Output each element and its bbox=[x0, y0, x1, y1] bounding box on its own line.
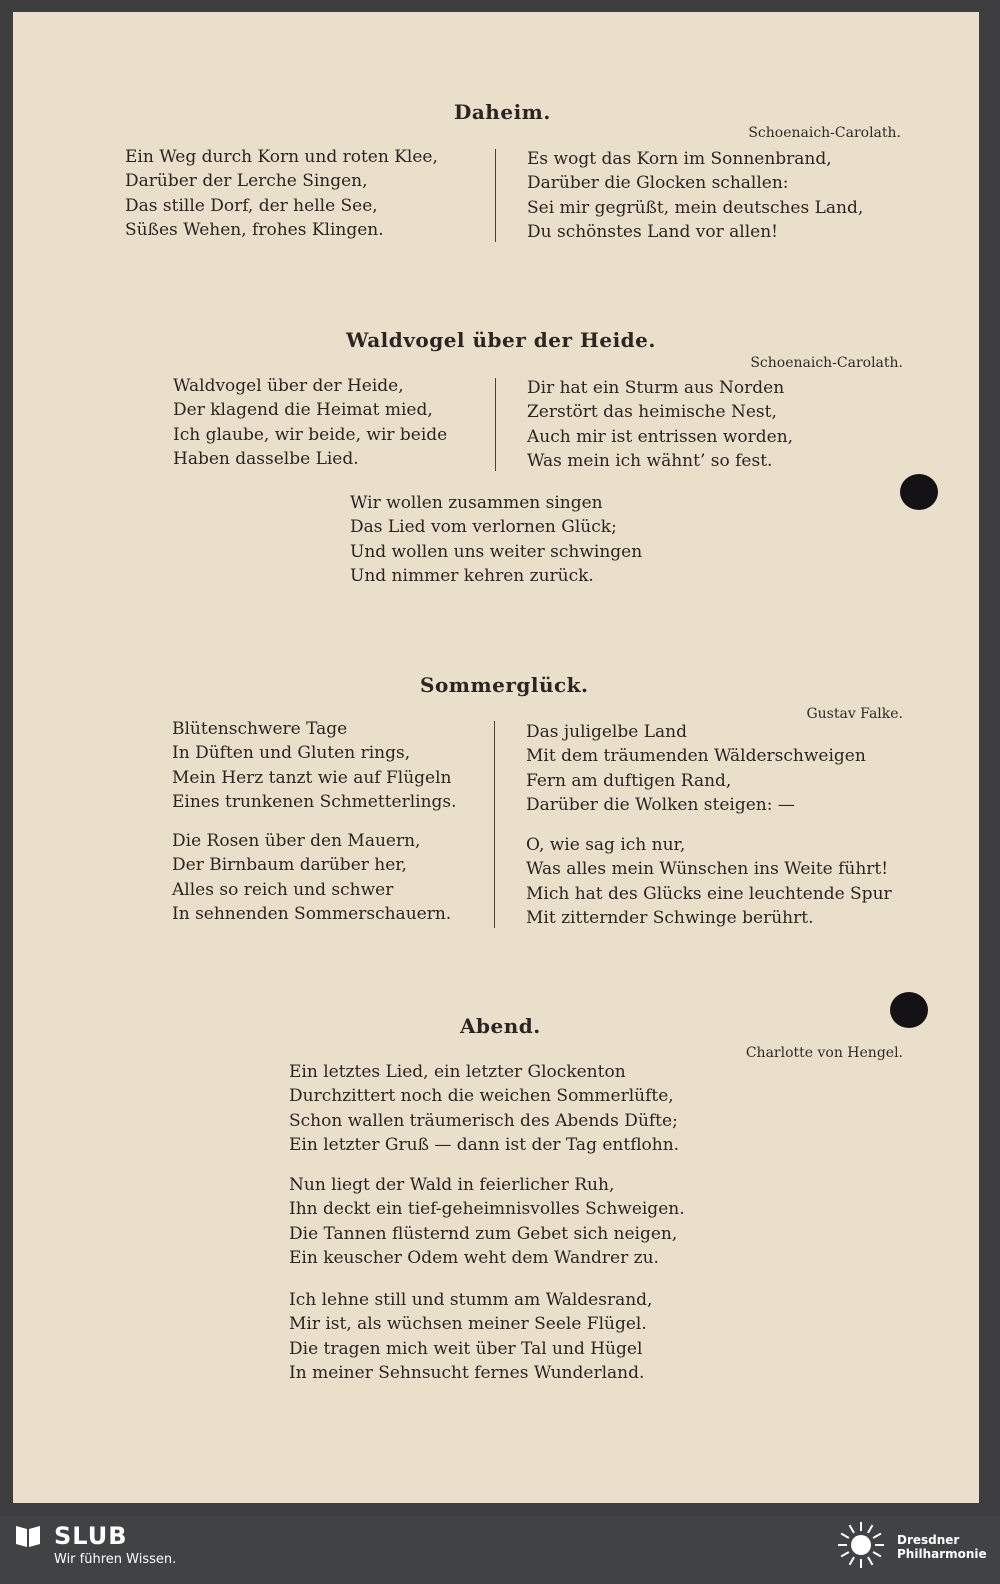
poem-author-daheim: Schoenaich-Carolath. bbox=[748, 125, 901, 141]
verse-line: Auch mir ist entrissen worden, bbox=[527, 426, 794, 447]
library-name[interactable]: SLUB bbox=[54, 1522, 128, 1550]
verse-line: In meiner Sehnsucht fernes Wunderland. bbox=[289, 1363, 645, 1384]
poem-abend-stanza-2 bbox=[289, 1173, 685, 1271]
verse-line: Die tragen mich weit über Tal und Hügel bbox=[289, 1338, 643, 1359]
poem-sommerglueck-right-stanza-2 bbox=[526, 833, 892, 931]
verse-line: Das juligelbe Land bbox=[526, 722, 687, 742]
verse-line: In sehnenden Sommerschauern. bbox=[172, 904, 452, 925]
verse-line: Das stille Dorf, der helle See, bbox=[125, 195, 378, 216]
poem-daheim-left-stanza bbox=[125, 145, 438, 243]
verse-line: Mit dem träumenden Wälderschweigen bbox=[526, 746, 866, 767]
column-divider bbox=[495, 149, 496, 242]
verse-line: Mir ist, als wüchsen meiner Seele Flügel. bbox=[289, 1314, 647, 1335]
poem-author-sommerglueck: Gustav Falke. bbox=[806, 706, 903, 722]
verse-line: Ein letztes Lied, ein letzter Glockenton bbox=[289, 1062, 626, 1082]
poem-title-daheim: Daheim. bbox=[454, 100, 551, 124]
verse-line: Süßes Wehen, frohes Klingen. bbox=[125, 220, 384, 241]
verse-line: Der Birnbaum darüber her, bbox=[172, 855, 407, 876]
poem-abend-stanza-3 bbox=[289, 1288, 652, 1386]
partner-name[interactable] bbox=[897, 1533, 987, 1561]
verse-line: Der klagend die Heimat mied, bbox=[173, 400, 433, 421]
verse-line: Du schönstes Land vor allen! bbox=[527, 222, 778, 243]
punch-hole bbox=[890, 992, 928, 1028]
verse-line: Ich glaube, wir beide, wir beide bbox=[173, 424, 448, 445]
verse-line: Ich lehne still und stumm am Waldesrand, bbox=[289, 1290, 653, 1310]
verse-line: Was alles mein Wünschen ins Weite führt! bbox=[526, 859, 889, 880]
verse-line: Die Tannen flüsternd zum Gebet sich neigen, bbox=[289, 1223, 678, 1244]
verse-line: Haben dasselbe Lied. bbox=[173, 449, 359, 470]
verse-line: Und nimmer kehren zurück. bbox=[350, 566, 594, 587]
poem-sommerglueck-right-stanza-1 bbox=[526, 720, 866, 818]
verse-line: In Düften und Gluten rings, bbox=[172, 743, 411, 764]
verse-line: Ihn deckt ein tief-geheimnisvolles Schweigen. bbox=[289, 1199, 685, 1220]
verse-line: Alles so reich und schwer bbox=[172, 879, 394, 900]
verse-line: Mit zitternder Schwinge berührt. bbox=[526, 908, 814, 929]
verse-line: Nun liegt der Wald in feierlicher Ruh, bbox=[289, 1175, 615, 1195]
verse-line: Sei mir gegrüßt, mein deutsches Land, bbox=[527, 197, 864, 218]
verse-line: Darüber der Lerche Singen, bbox=[125, 171, 368, 192]
poem-title-sommerglueck: Sommerglück. bbox=[420, 673, 589, 697]
verse-line: Mich hat des Glücks eine leuchtende Spur bbox=[526, 883, 892, 904]
slub-book-icon[interactable] bbox=[14, 1522, 42, 1550]
verse-line: Die Rosen über den Mauern, bbox=[172, 831, 421, 851]
verse-line: Schon wallen träumerisch des Abends Düfte; bbox=[289, 1110, 678, 1131]
partner-name-line2: Philharmonie bbox=[897, 1547, 987, 1561]
philharmonie-sun-icon[interactable] bbox=[836, 1520, 886, 1570]
partner-name-line1: Dresdner bbox=[897, 1533, 960, 1547]
verse-line: Dir hat ein Sturm aus Norden bbox=[527, 378, 785, 398]
document-page bbox=[13, 12, 979, 1503]
poem-daheim-right-stanza bbox=[527, 147, 863, 245]
poem-waldvogel-center-stanza bbox=[350, 491, 642, 589]
poem-author-waldvogel: Schoenaich-Carolath. bbox=[750, 355, 903, 371]
verse-line: Zerstört das heimische Nest, bbox=[527, 402, 777, 423]
verse-line: Was mein ich wähnt’ so fest. bbox=[527, 451, 773, 472]
poem-title-waldvogel: Waldvogel über der Heide. bbox=[346, 328, 656, 352]
verse-line: Waldvogel über der Heide, bbox=[173, 376, 404, 396]
verse-line: Darüber die Glocken schallen: bbox=[527, 173, 789, 194]
poem-author-abend: Charlotte von Hengel. bbox=[745, 1045, 903, 1061]
poem-title-abend: Abend. bbox=[460, 1014, 541, 1038]
poem-waldvogel-left-stanza bbox=[173, 374, 447, 472]
verse-line: Es wogt das Korn im Sonnenbrand, bbox=[527, 149, 832, 169]
verse-line: Darüber die Wolken steigen: — bbox=[526, 795, 795, 816]
verse-line: Und wollen uns weiter schwingen bbox=[350, 541, 643, 562]
verse-line: O, wie sag ich nur, bbox=[526, 835, 686, 855]
verse-line: Wir wollen zusammen singen bbox=[350, 493, 603, 513]
verse-line: Eines trunkenen Schmetterlings. bbox=[172, 792, 457, 813]
poem-waldvogel-right-stanza bbox=[527, 376, 793, 474]
verse-line: Ein keuscher Odem weht dem Wandrer zu. bbox=[289, 1248, 659, 1269]
verse-line: Blütenschwere Tage bbox=[172, 719, 348, 739]
column-divider bbox=[495, 378, 496, 471]
verse-line: Fern am duftigen Rand, bbox=[526, 770, 732, 791]
verse-line: Ein letzter Gruß — dann ist der Tag entflohn. bbox=[289, 1135, 680, 1156]
verse-line: Durchzittert noch die weichen Sommerlüfte, bbox=[289, 1086, 674, 1107]
poem-abend-stanza-1 bbox=[289, 1060, 679, 1158]
verse-line: Ein Weg durch Korn und roten Klee, bbox=[125, 147, 438, 167]
column-divider bbox=[494, 721, 495, 928]
verse-line: Das Lied vom verlornen Glück; bbox=[350, 517, 617, 538]
poem-sommerglueck-left-stanza-1 bbox=[172, 717, 457, 815]
footer-bar bbox=[0, 1516, 1000, 1584]
library-tagline: Wir führen Wissen. bbox=[54, 1552, 177, 1567]
punch-hole bbox=[900, 474, 938, 510]
poem-sommerglueck-left-stanza-2 bbox=[172, 829, 451, 927]
verse-line: Mein Herz tanzt wie auf Flügeln bbox=[172, 767, 452, 788]
